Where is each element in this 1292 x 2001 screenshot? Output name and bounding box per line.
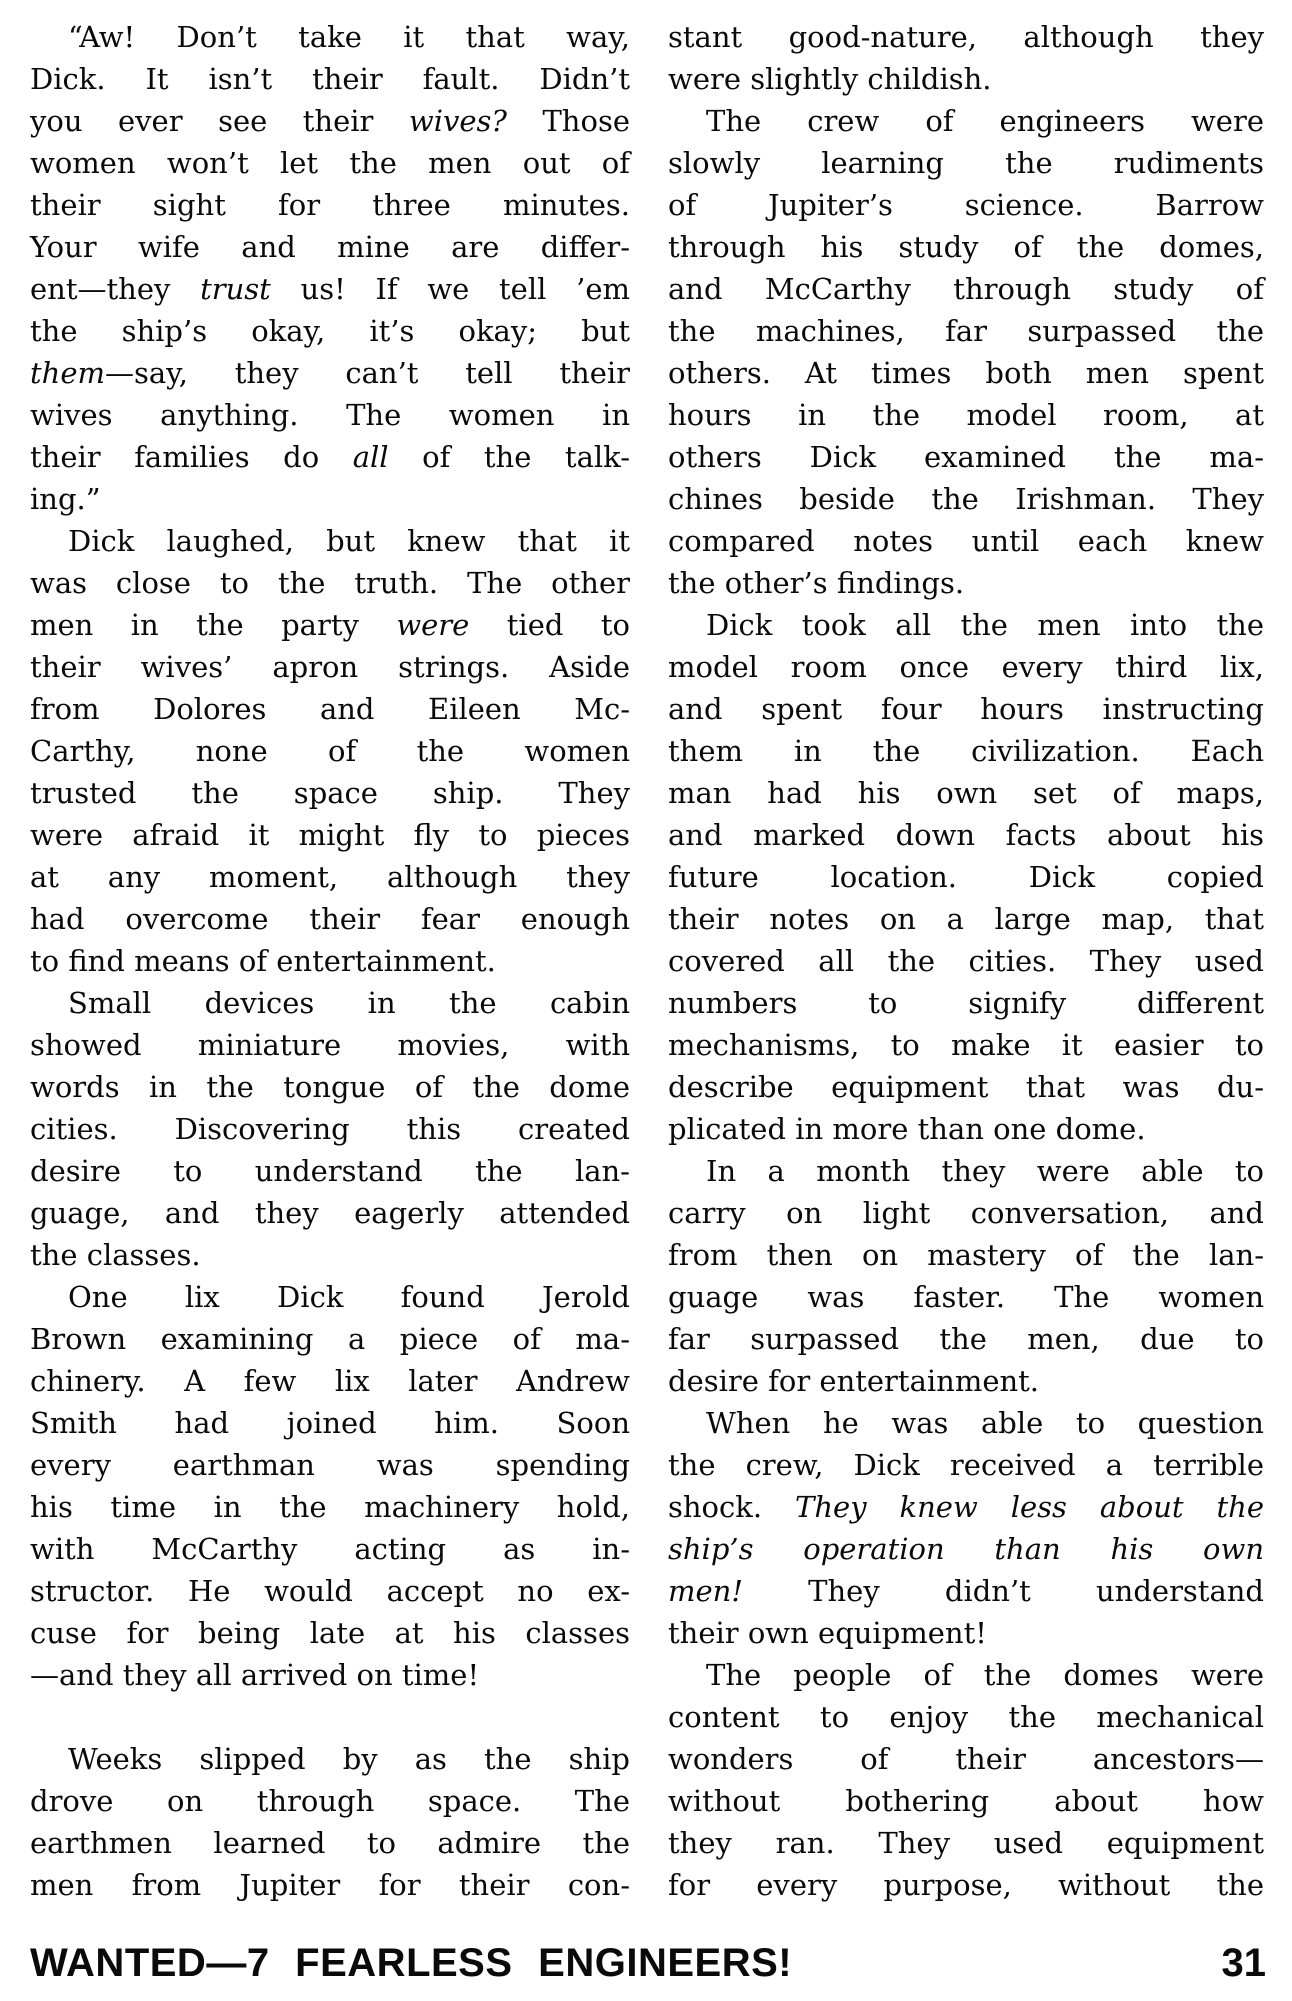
text-line: stant good-nature, although they	[668, 20, 1264, 54]
text-line: wives anything. The women in	[30, 398, 630, 432]
text-line: desire to understand the lan-	[30, 1154, 630, 1188]
text-line: trusted the space ship. They	[30, 776, 630, 810]
paragraph	[668, 100, 1264, 604]
text-line: When he was able to question	[706, 1406, 1264, 1440]
text-line: One lix Dick found Jerold	[68, 1280, 630, 1314]
text-line: to find means of entertainment.	[30, 944, 496, 978]
text-line: chines beside the Irishman. They	[668, 482, 1264, 516]
text-line: Small devices in the cabin	[68, 986, 630, 1020]
text-line: far surpassed the men, due to	[668, 1322, 1264, 1356]
text-line: the crew, Dick received a terrible	[668, 1448, 1264, 1482]
text-line: compared notes until each knew	[668, 524, 1264, 558]
text-line: their families do all of the talk-	[30, 440, 630, 474]
text-line: Smith had joined him. Soon	[30, 1406, 630, 1440]
text-line: Dick. It isn’t their fault. Didn’t	[30, 62, 630, 96]
paragraph	[668, 1402, 1264, 1654]
text-line: ing.”	[30, 482, 101, 516]
text-line: was close to the truth. The other	[30, 566, 630, 600]
text-line: women won’t let the men out of	[30, 146, 630, 180]
text-line: their notes on a large map, that	[668, 902, 1264, 936]
text-line: earthmen learned to admire the	[30, 1826, 630, 1860]
text-line: men! They didn’t understand	[668, 1574, 1264, 1608]
text-line: The crew of engineers were	[706, 104, 1264, 138]
text-line: from Dolores and Eileen Mc-	[30, 692, 630, 726]
text-line: ship’s operation than his own	[668, 1532, 1264, 1566]
text-line: describe equipment that was du-	[668, 1070, 1264, 1104]
paragraph	[668, 16, 1264, 100]
text-line: covered all the cities. They used	[668, 944, 1264, 978]
text-line: hours in the model room, at	[668, 398, 1264, 432]
text-line: man had his own set of maps,	[668, 776, 1264, 810]
text-line: slowly learning the rudiments	[668, 146, 1264, 180]
text-line: others Dick examined the ma-	[668, 440, 1264, 474]
text-line: Brown examining a piece of ma-	[30, 1322, 630, 1356]
text-line: plicated in more than one dome.	[668, 1112, 1146, 1146]
paragraph	[668, 1654, 1264, 1906]
text-line: wonders of their ancestors—	[668, 1742, 1264, 1776]
text-line: Carthy, none of the women	[30, 734, 630, 768]
text-line: at any moment, although they	[30, 860, 630, 894]
text-line: the classes.	[30, 1238, 201, 1272]
text-line: drove on through space. The	[30, 1784, 630, 1818]
text-line: ent—they trust us! If we tell ’em	[30, 272, 630, 306]
text-line: and marked down facts about his	[668, 818, 1264, 852]
text-line: desire for entertainment.	[668, 1364, 1040, 1398]
text-line: Dick took all the men into the	[706, 608, 1264, 642]
text-line: The people of the domes were	[706, 1658, 1264, 1692]
text-line: from then on mastery of the lan-	[668, 1238, 1264, 1272]
text-line: them—say, they can’t tell their	[30, 356, 630, 390]
text-line: showed miniature movies, with	[30, 1028, 630, 1062]
text-line: structor. He would accept no ex-	[30, 1574, 630, 1608]
paragraph	[30, 982, 630, 1276]
text-line: of Jupiter’s science. Barrow	[668, 188, 1264, 222]
text-line: Weeks slipped by as the ship	[68, 1742, 630, 1776]
text-line: and McCarthy through study of	[668, 272, 1264, 306]
text-line: cuse for being late at his classes	[30, 1616, 630, 1650]
text-line: future location. Dick copied	[668, 860, 1264, 894]
text-line: men in the party were tied to	[30, 608, 630, 642]
text-line: were slightly childish.	[668, 62, 992, 96]
paragraph	[30, 520, 630, 982]
text-line: shock. They knew less about the	[668, 1490, 1264, 1524]
text-line: with McCarthy acting as in-	[30, 1532, 630, 1566]
text-line: mechanisms, to make it easier to	[668, 1028, 1264, 1062]
text-line: the machines, far surpassed the	[668, 314, 1264, 348]
text-line: them in the civilization. Each	[668, 734, 1264, 768]
paragraph	[30, 1738, 630, 1906]
text-line: his time in the machinery hold,	[30, 1490, 630, 1524]
text-line: their own equipment!	[668, 1616, 987, 1650]
text-line: without bothering about how	[668, 1784, 1264, 1818]
text-line: others. At times both men spent	[668, 356, 1264, 390]
text-line: content to enjoy the mechanical	[668, 1700, 1264, 1734]
page-number: 31	[1221, 1941, 1266, 1985]
paragraph	[668, 604, 1264, 1150]
text-line: had overcome their fear enough	[30, 902, 630, 936]
text-line: their wives’ apron strings. Aside	[30, 650, 630, 684]
text-line: they ran. They used equipment	[668, 1826, 1264, 1860]
text-line: numbers to signify different	[668, 986, 1264, 1020]
text-line: chinery. A few lix later Andrew	[30, 1364, 630, 1398]
text-line: through his study of the domes,	[668, 230, 1264, 264]
paragraph	[668, 1150, 1264, 1402]
text-line: and spent four hours instructing	[668, 692, 1264, 726]
text-line: you ever see their wives? Those	[30, 104, 630, 138]
running-title: WANTED—7 FEARLESS ENGINEERS!	[30, 1941, 793, 1985]
text-line: guage was faster. The women	[668, 1280, 1264, 1314]
text-line: Dick laughed, but knew that it	[68, 524, 630, 558]
text-column-right	[668, 16, 1264, 1906]
text-line: cities. Discovering this created	[30, 1112, 630, 1146]
text-line: were afraid it might fly to pieces	[30, 818, 630, 852]
text-line: words in the tongue of the dome	[30, 1070, 630, 1104]
text-line: carry on light conversation, and	[668, 1196, 1264, 1230]
text-column-left	[30, 16, 630, 1906]
paragraph	[30, 1276, 630, 1696]
text-line: men from Jupiter for their con-	[30, 1868, 630, 1902]
text-line: their sight for three minutes.	[30, 188, 630, 222]
text-line: In a month they were able to	[706, 1154, 1264, 1188]
text-line: guage, and they eagerly attended	[30, 1196, 630, 1230]
text-line: Your wife and mine are differ-	[30, 230, 630, 264]
text-line: model room once every third lix,	[668, 650, 1264, 684]
paragraph	[30, 16, 630, 520]
text-line: the ship’s okay, it’s okay; but	[30, 314, 630, 348]
text-line: for every purpose, without the	[668, 1868, 1264, 1902]
text-line: the other’s findings.	[668, 566, 965, 600]
text-line: “Aw! Don’t take it that way,	[68, 20, 630, 54]
text-line: —and they all arrived on time!	[30, 1658, 480, 1692]
text-line: every earthman was spending	[30, 1448, 630, 1482]
